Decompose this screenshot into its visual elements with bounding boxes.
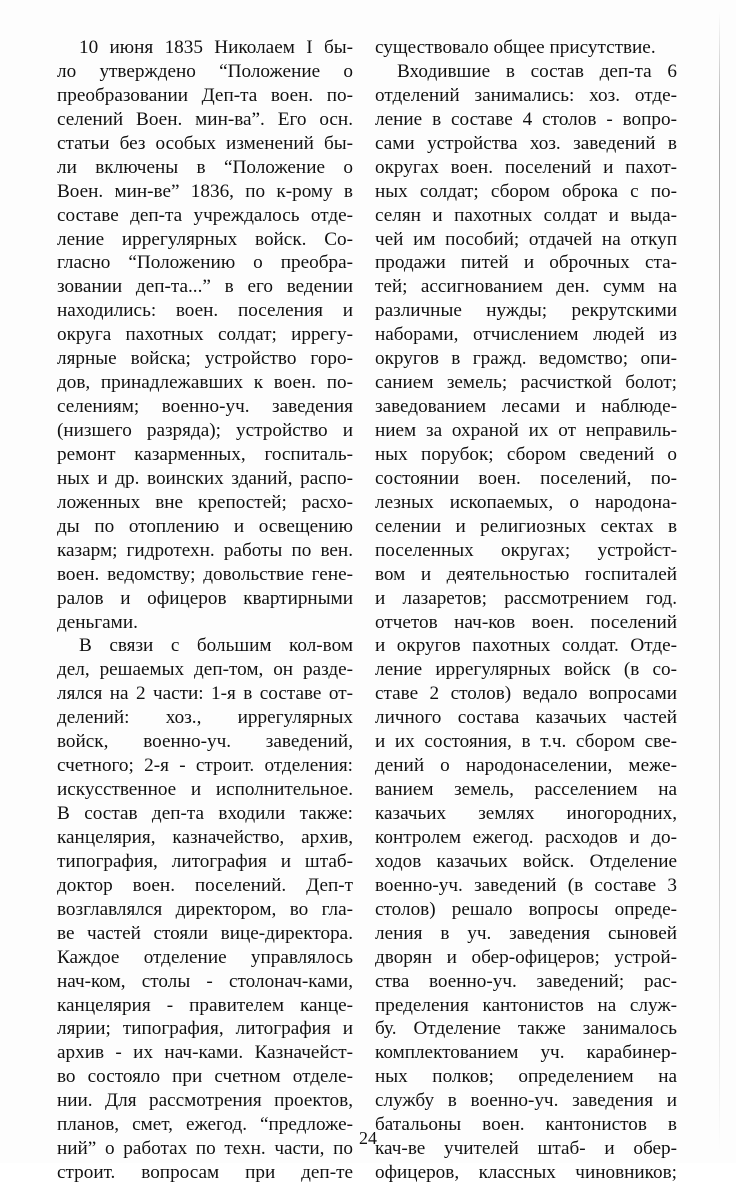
text-line: (низшего разряда); устройство и [57,420,353,441]
text-line: ремонт казарменных, госпиталь- [57,443,353,465]
text-line: комплектованием уч. карабинер- [375,1042,677,1064]
text-line: ды по отоплению и освещению [57,515,353,537]
text-line: контролем ежегод. расходов и до- [375,826,677,848]
text-line: ванием земель, расселением на [375,779,677,801]
text-line: делений: хоз., иррегулярных [57,707,353,729]
text-line: селениям; военно-уч. заведения [57,396,353,418]
text-line: округа пахотных солдат; иррегу- [57,324,353,346]
right-text-column [375,36,677,1185]
text-line: селян и пахотных солдат и выда- [375,204,677,226]
text-line: пределения кантонистов на служ- [375,994,677,1016]
text-line: 10 июня 1835 Николаем I бы- [79,37,353,58]
text-line: лялся на 2 части: 1-я в составе от- [57,683,353,705]
text-line: ний” о работах по техн. части, по [57,1138,353,1160]
text-line: и лазаретов; рассмотрением год. [375,587,677,609]
text-line: лярии; типография, литография и [57,1018,353,1040]
text-line: войск, военно-уч. заведений, [57,731,353,753]
text-line: службу в военно-уч. заведения и [375,1090,677,1112]
text-line: Каждое отделение управлялось [57,946,353,968]
text-line: ходов казачьих войск. Отделение [375,850,677,872]
text-line: преобразовании Деп-та воен. по- [57,84,353,106]
text-line: ление иррегулярных войск (в со- [375,659,677,681]
text-line: Воен. мин-ве” 1836, по к-рому в [57,180,353,202]
text-line: ных и др. воинских зданий, распо- [57,467,353,489]
text-line: казарм; гидротехн. работы по вен. [57,539,353,561]
text-line: типография, литография и штаб- [57,850,353,872]
text-line: наборами, отчислением людей из [375,324,677,346]
text-line: канцелярия, казначейство, архив, [57,826,353,848]
text-line: В связи с большим кол-вом [79,635,353,657]
text-line: отделений занимались: хоз. отде- [375,84,677,106]
text-line: канцелярия - правителем канце- [57,994,353,1016]
text-line: статьи без особых изменений бы- [57,132,353,154]
scan-edge-line [719,12,720,1152]
text-line: поселенных округах; устройст- [375,539,677,561]
text-line: зовании деп-та...” в его ведении [57,276,353,298]
text-line: офицеров, классных чиновников; [375,1162,677,1184]
text-line: ления в уч. заведения сыновей [375,922,677,944]
text-line: санием земель; расчисткой болот; [375,372,677,394]
text-line: столов) решало вопросы опреде- [375,898,677,920]
text-line: ло утверждено “Положение о [57,60,353,82]
text-line: чей им пособий; отдачей на откуп [375,228,677,250]
text-line: воен. ведомству; довольствие гене- [57,563,353,585]
text-line: ли включены в “Положение о [57,156,353,178]
text-line: лезных ископаемых, о народона- [375,491,677,513]
text-line: существовало общее присутствие. [375,37,656,58]
text-line: доктор воен. поселений. Деп-т [57,874,353,896]
text-line: различные нужды; рекрутскими [375,300,677,322]
text-line: Входившие в состав деп-та 6 [397,60,677,82]
text-line: деньгами. [57,611,138,633]
text-line: селений Воен. мин-ва”. Его осн. [57,108,353,130]
text-line: дов, принадлежавших к воен. по- [57,372,353,394]
text-line: ставе 2 столов) ведало вопросами [375,683,677,705]
text-line: казачьих землях иногородних, [375,803,677,824]
text-line: состоянии воен. поселений, по- [375,467,677,489]
text-line: лярные войска; устройство горо- [57,348,353,370]
text-line: строит. вопросам при деп-те [57,1162,353,1184]
text-line: нач-ком, столы - столонач-ками, [57,970,353,992]
text-line: батальоны воен. кантонистов в [375,1114,677,1136]
text-line: ных полков; определением на [375,1066,677,1088]
text-line: сами устройства хоз. заведений в [375,132,677,154]
text-line: дворян и обер-офицеров; устрой- [375,946,677,968]
text-line: составе деп-та учреждалось отде- [57,204,353,226]
text-line: и округов пахотных солдат. Отде- [375,635,677,657]
text-line: отчетов нач-ков воен. поселений [375,611,677,633]
text-line: В состав деп-та входили также: [57,803,353,824]
text-line: искусственное и исполнительное. [57,779,353,801]
text-line: дений о народонаселении, меже- [375,755,677,777]
text-line: счетного; 2-я - строит. отделения: [57,755,353,777]
text-line: и их состояния, в т.ч. сбором све- [375,731,677,753]
text-line: дел, решаемых деп-том, он разде- [57,659,353,681]
text-line: вом и деятельностью госпиталей [375,563,677,585]
text-line: нием за охраной их от неправиль- [375,420,677,441]
text-line: округах воен. поселений и пахот- [375,156,677,178]
text-line: кач-ве учителей штаб- и обер- [375,1138,677,1160]
text-line: планов, смет, ежегод. “предложе- [57,1114,353,1136]
text-line: гласно “Положению о преобра- [57,252,353,274]
text-line: ложенных вне крепостей; расхо- [57,491,353,513]
text-line: тей; ассигнованием ден. сумм на [375,276,677,298]
text-line: округов в гражд. ведомство; опи- [375,348,677,370]
text-line: ных порубок; сбором сведений о [375,443,677,465]
text-line: бу. Отделение также занималось [375,1018,677,1040]
text-line: ве частей стояли вице-директора. [57,922,353,944]
text-line: ление в составе 4 столов - вопро- [375,108,677,130]
text-line: ства военно-уч. заведений; рас- [375,970,677,992]
text-line: ралов и офицеров квартирными [57,587,353,609]
page-number: 24 [359,1128,377,1148]
text-line: селении и религиозных сектах в [375,515,677,537]
text-line: возглавлялся директором, во гла- [57,898,353,920]
text-line: ных солдат; сбором оброка с по- [375,180,677,202]
text-line: продажи питей и оброчных ста- [375,252,677,274]
text-line: во состояло при счетном отделе- [57,1066,353,1088]
left-text-column [57,36,353,1185]
text-line: нии. Для рассмотрения проектов, [57,1090,353,1112]
text-line: заведованием лесами и наблюде- [375,396,677,418]
text-line: архив - их нач-ками. Казначейст- [57,1042,353,1064]
text-line: ление иррегулярных войск. Со- [57,228,353,250]
text-line: военно-уч. заведений (в составе 3 [375,874,677,896]
text-line: личного состава казачьих частей [375,707,677,729]
text-line: находились: воен. поселения и [57,300,353,322]
